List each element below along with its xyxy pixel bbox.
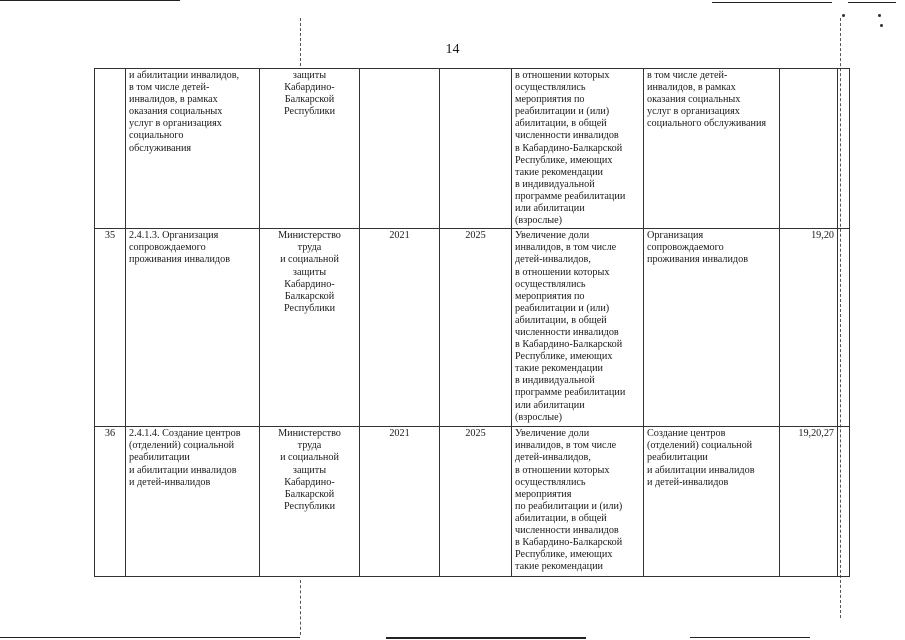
table-row [95, 69, 850, 229]
end-year: 2025 [440, 427, 512, 577]
fold-line-left-bottom [300, 580, 301, 635]
end-year [440, 69, 512, 229]
expected-result: Создание центров (отделений) социальной реабилитации и абилитации инвалидов и детей-инвалидов [644, 427, 780, 577]
start-year: 2021 [360, 427, 440, 577]
expected-result: Организация сопровождаемого проживания инвалидов [644, 229, 780, 427]
executor: Министерство труда и социальной защиты Кабардино- Балкарской Республики [260, 427, 360, 577]
scan-artifact-top-right [712, 2, 832, 3]
indicator-link: 19,20,27 [780, 427, 838, 577]
measure-name: 2.4.1.4. Создание центров (отделений) социальной реабилитации и абилитации инвалидов и детей-инвалидов [126, 427, 260, 577]
start-year [360, 69, 440, 229]
table-edge-cell [838, 69, 850, 229]
row-number [95, 69, 126, 229]
measure-name: 2.4.1.3. Организация сопровождаемого проживания инвалидов [126, 229, 260, 427]
scan-artifact-top-right-2 [848, 2, 896, 3]
table-row [95, 229, 850, 427]
scan-speck [880, 24, 883, 27]
scan-speck [878, 14, 881, 17]
target-indicator: в отношении которых осуществлялись мероприятия по реабилитации и (или) абилитации, в общей численности инвалидов в Кабардино-Балкарской Республике, имеющих такие рекомендации в индивидуальной программе реабилитации или абилитации (взрослые) [512, 69, 644, 229]
table-edge-cell [838, 229, 850, 427]
indicator-link: 19,20 [780, 229, 838, 427]
scan-artifact-bottom-right [690, 637, 810, 638]
page-number: 14 [445, 42, 460, 57]
target-indicator: Увеличение доли инвалидов, в том числе детей-инвалидов, в отношении которых осуществлялись мероприятия по реабилитации и (или) абилитации, в общей численности инвалидов в Кабардино-Балкарской Республике, имеющих такие рекомендации [512, 427, 644, 577]
scan-speck [842, 14, 845, 17]
row-number: 36 [95, 427, 126, 577]
end-year: 2025 [440, 229, 512, 427]
executor: Министерство труда и социальной защиты Кабардино- Балкарской Республики [260, 229, 360, 427]
indicator-link [780, 69, 838, 229]
program-measures-table [94, 68, 850, 577]
row-number: 35 [95, 229, 126, 427]
start-year: 2021 [360, 229, 440, 427]
expected-result: в том числе детей- инвалидов, в рамках оказания социальных услуг в организациях социального обслуживания [644, 69, 780, 229]
scan-artifact-bottom-left [0, 637, 300, 638]
scan-artifact-top-left [0, 0, 180, 1]
table-row [95, 427, 850, 577]
target-indicator: Увеличение доли инвалидов, в том числе детей-инвалидов, в отношении которых осуществлялись мероприятия по реабилитации и (или) абилитации, в общей численности инвалидов в Кабардино-Балкарской Республике, имеющих такие рекомендации в индивидуальной программе реабилитации или абилитации (взрослые) [512, 229, 644, 427]
table-edge-cell [838, 427, 850, 577]
measure-name: и абилитации инвалидов, в том числе детей- инвалидов, в рамках оказания социальных услуг в организациях социального обслуживания [126, 69, 260, 229]
executor: защиты Кабардино- Балкарской Республики [260, 69, 360, 229]
scan-artifact-bottom-mid [386, 637, 586, 639]
